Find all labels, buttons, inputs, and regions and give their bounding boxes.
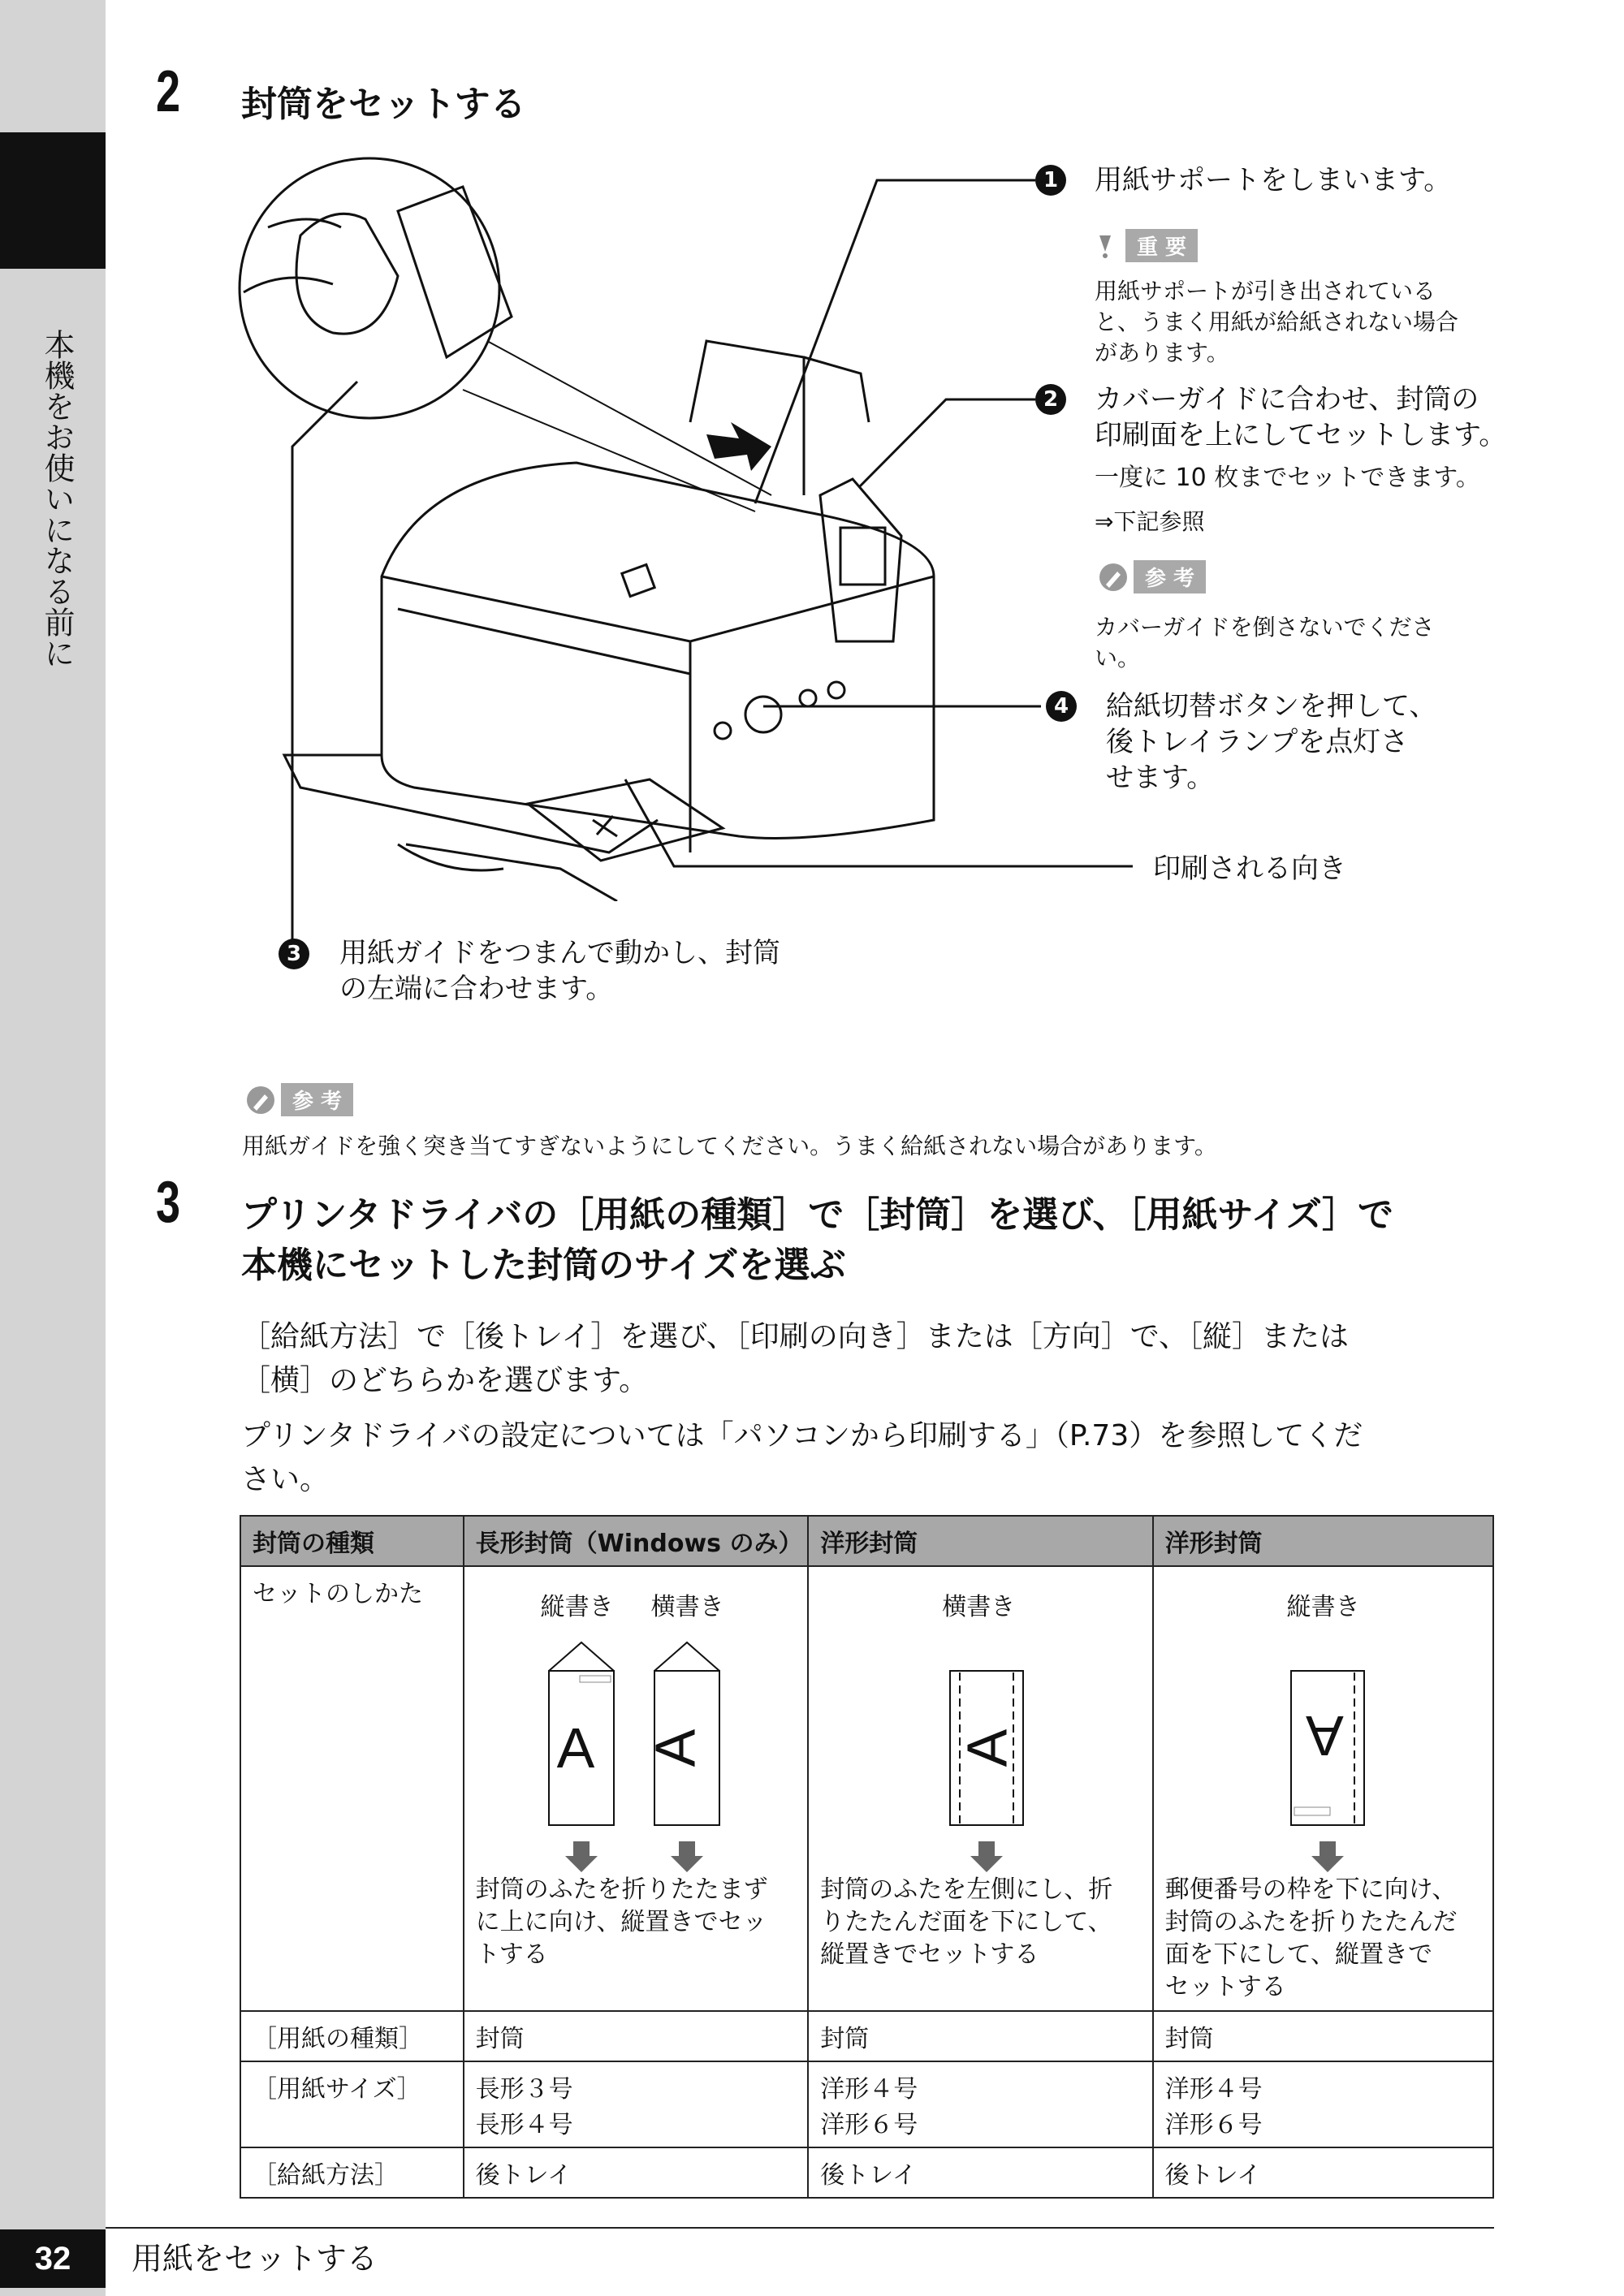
caption-line: 封筒のふたを折りたたまず [475,1875,768,1904]
callout-4-line: 給紙切替ボタンを押して、 [1106,690,1437,723]
callout-2-line: 印刷面を上にしてセットします。 [1095,419,1507,451]
paragraph-line: ［横］のどちらかを選びます。 [241,1364,649,1397]
callout-2-ref: ⇒下記参照 [1095,508,1205,535]
callout-number-3: 3 [279,939,309,969]
bottom-reference-note: 用紙ガイドを強く突き当てすぎないようにしてください。うまく給紙されない場合があります。 [242,1133,1217,1159]
step-3-paragraph-1 [241,1315,1349,1403]
callout-2-sub: 一度に 10 枚までセットできます。 [1095,464,1480,492]
envelope-letter: A [955,1728,1019,1767]
table-cell: 後トレイ [1153,2147,1493,2198]
table-cell: 後トレイ [464,2147,809,2198]
callout-number-1: 1 [1035,165,1066,196]
bottom-reference-badge [245,1083,353,1116]
bottom-reference-badge-label: 参 考 [281,1083,353,1116]
caption-line: 面を下にして、縦置きで [1164,1940,1432,1969]
envelope-settings-table [240,1515,1494,2199]
fig-label: 縦書き [540,1593,614,1621]
cell-line: 洋形６号 [1164,2111,1263,2139]
step-3-number: 3 [156,1170,181,1235]
cell-line: 長形４号 [475,2111,573,2139]
table-row [240,2011,1493,2061]
callout-3-text [339,935,780,1007]
callout-4-text [1106,688,1436,796]
callout-2-text [1095,382,1506,453]
table-cell [464,1566,809,2011]
important-note [1095,276,1458,369]
caption-line: に上に向け、縦置きでセッ [475,1908,767,1936]
row-label: ［給紙方法］ [240,2147,464,2198]
setting-caption [1165,1874,1481,2004]
important-badge [1096,229,1198,262]
table-header-row [240,1516,1493,1566]
table-row [240,2147,1493,2198]
footer-title: 用紙をセットする [132,2241,378,2277]
row-label: セットのしかた [240,1566,464,2011]
envelope-figure [820,1573,1140,1874]
exclamation-icon [1096,234,1121,258]
table-cell: 封筒 [1153,2011,1493,2061]
envelope-letter: A [642,1728,706,1767]
setting-caption [476,1874,797,1971]
envelope-letter: A [556,1716,595,1780]
step-3-title [241,1190,1393,1291]
caption-line: りたたんだ面を下にして、 [820,1908,1112,1936]
page-number: 32 [0,2229,106,2288]
table-cell [1153,1566,1493,2011]
caption-line: セットする [1164,1973,1286,2001]
caption-line: 封筒のふたを折りたたんだ [1164,1908,1458,1936]
row-label: ［用紙サイズ］ [240,2061,464,2147]
pencil-icon [1098,562,1129,593]
step-3-paragraph-2 [241,1414,1363,1502]
caption-line: 郵便番号の枠を下に向け、 [1164,1875,1457,1904]
fig-label: 横書き [650,1593,724,1621]
cell-line: 長形３号 [475,2075,573,2104]
step-2-title: 封筒をセットする [241,84,526,125]
paragraph-line: プリンタドライバの設定については「パソコンから印刷する」（P.73）を参照してくだ [241,1419,1363,1452]
reference-badge [1098,560,1206,593]
step-3-title-line: プリンタドライバの［用紙の種類］で［封筒］を選び、［用紙サイズ］で [241,1194,1393,1236]
step-2-number: 2 [156,59,181,124]
reference-badge-label: 参 考 [1134,560,1206,593]
callout-number-2: 2 [1035,384,1066,415]
table-cell [808,2061,1152,2147]
cell-line: 洋形６号 [820,2111,918,2139]
envelope-letter: A [1305,1704,1344,1767]
callout-1-text: 用紙サポートをしまいます。 [1095,164,1452,196]
envelope-figure [476,1573,797,1874]
callout-4-line: せます。 [1106,762,1215,794]
table-cell [464,2061,809,2147]
fig-label: 縦書き [1286,1593,1360,1621]
fig-label: 横書き [942,1593,1016,1621]
table-header: 封筒の種類 [240,1516,464,1566]
callout-3-line: の左端に合わせます。 [339,973,614,1005]
pencil-icon [245,1085,276,1116]
table-row [240,1566,1493,2011]
caption-line: トする [475,1940,548,1969]
cell-line: 洋形４号 [1164,2075,1263,2104]
reference-note [1095,612,1435,674]
setting-caption [820,1874,1140,1971]
cell-line: 洋形４号 [820,2075,918,2104]
important-note-line: 用紙サポートが引き出されている [1095,278,1436,304]
important-note-line: と、うまく用紙が給紙されない場合 [1095,309,1459,335]
footer-rule [106,2227,1494,2229]
paragraph-line: さい。 [241,1463,330,1496]
print-orientation-label: 印刷される向き [1153,852,1346,885]
reference-note-line: カバーガイドを倒さないでくださ [1095,614,1435,641]
callout-3-line: 用紙ガイドをつまんで動かし、封筒 [339,937,780,969]
table-header: 洋形封筒 [1153,1516,1493,1566]
table-row [240,2061,1493,2147]
important-badge-label: 重 要 [1125,229,1198,262]
envelope-figure [1165,1573,1481,1874]
table-cell [808,1566,1152,2011]
important-note-line: があります。 [1095,339,1229,366]
table-cell: 後トレイ [808,2147,1152,2198]
table-cell: 封筒 [464,2011,809,2061]
sidebar-section-label: 本機をお使いになる前に [39,329,75,668]
table-cell: 封筒 [808,2011,1152,2061]
table-header: 洋形封筒 [808,1516,1152,1566]
callout-number-4: 4 [1046,691,1077,722]
caption-line: 縦置きでセットする [820,1940,1039,1969]
reference-note-line: い。 [1095,645,1141,671]
step-3-title-line: 本機にセットした封筒のサイズを選ぶ [241,1245,846,1286]
callout-4-line: 後トレイランプを点灯さ [1106,726,1409,758]
paragraph-line: ［給紙方法］で［後トレイ］を選び、［印刷の向き］または［方向］で、［縦］または [241,1320,1350,1353]
caption-line: 封筒のふたを左側にし、折 [820,1875,1113,1904]
table-cell [1153,2061,1493,2147]
callout-2-line: カバーガイドに合わせ、封筒の [1095,383,1479,416]
table-header: 長形封筒（Windows のみ） [464,1516,809,1566]
row-label: ［用紙の種類］ [240,2011,464,2061]
